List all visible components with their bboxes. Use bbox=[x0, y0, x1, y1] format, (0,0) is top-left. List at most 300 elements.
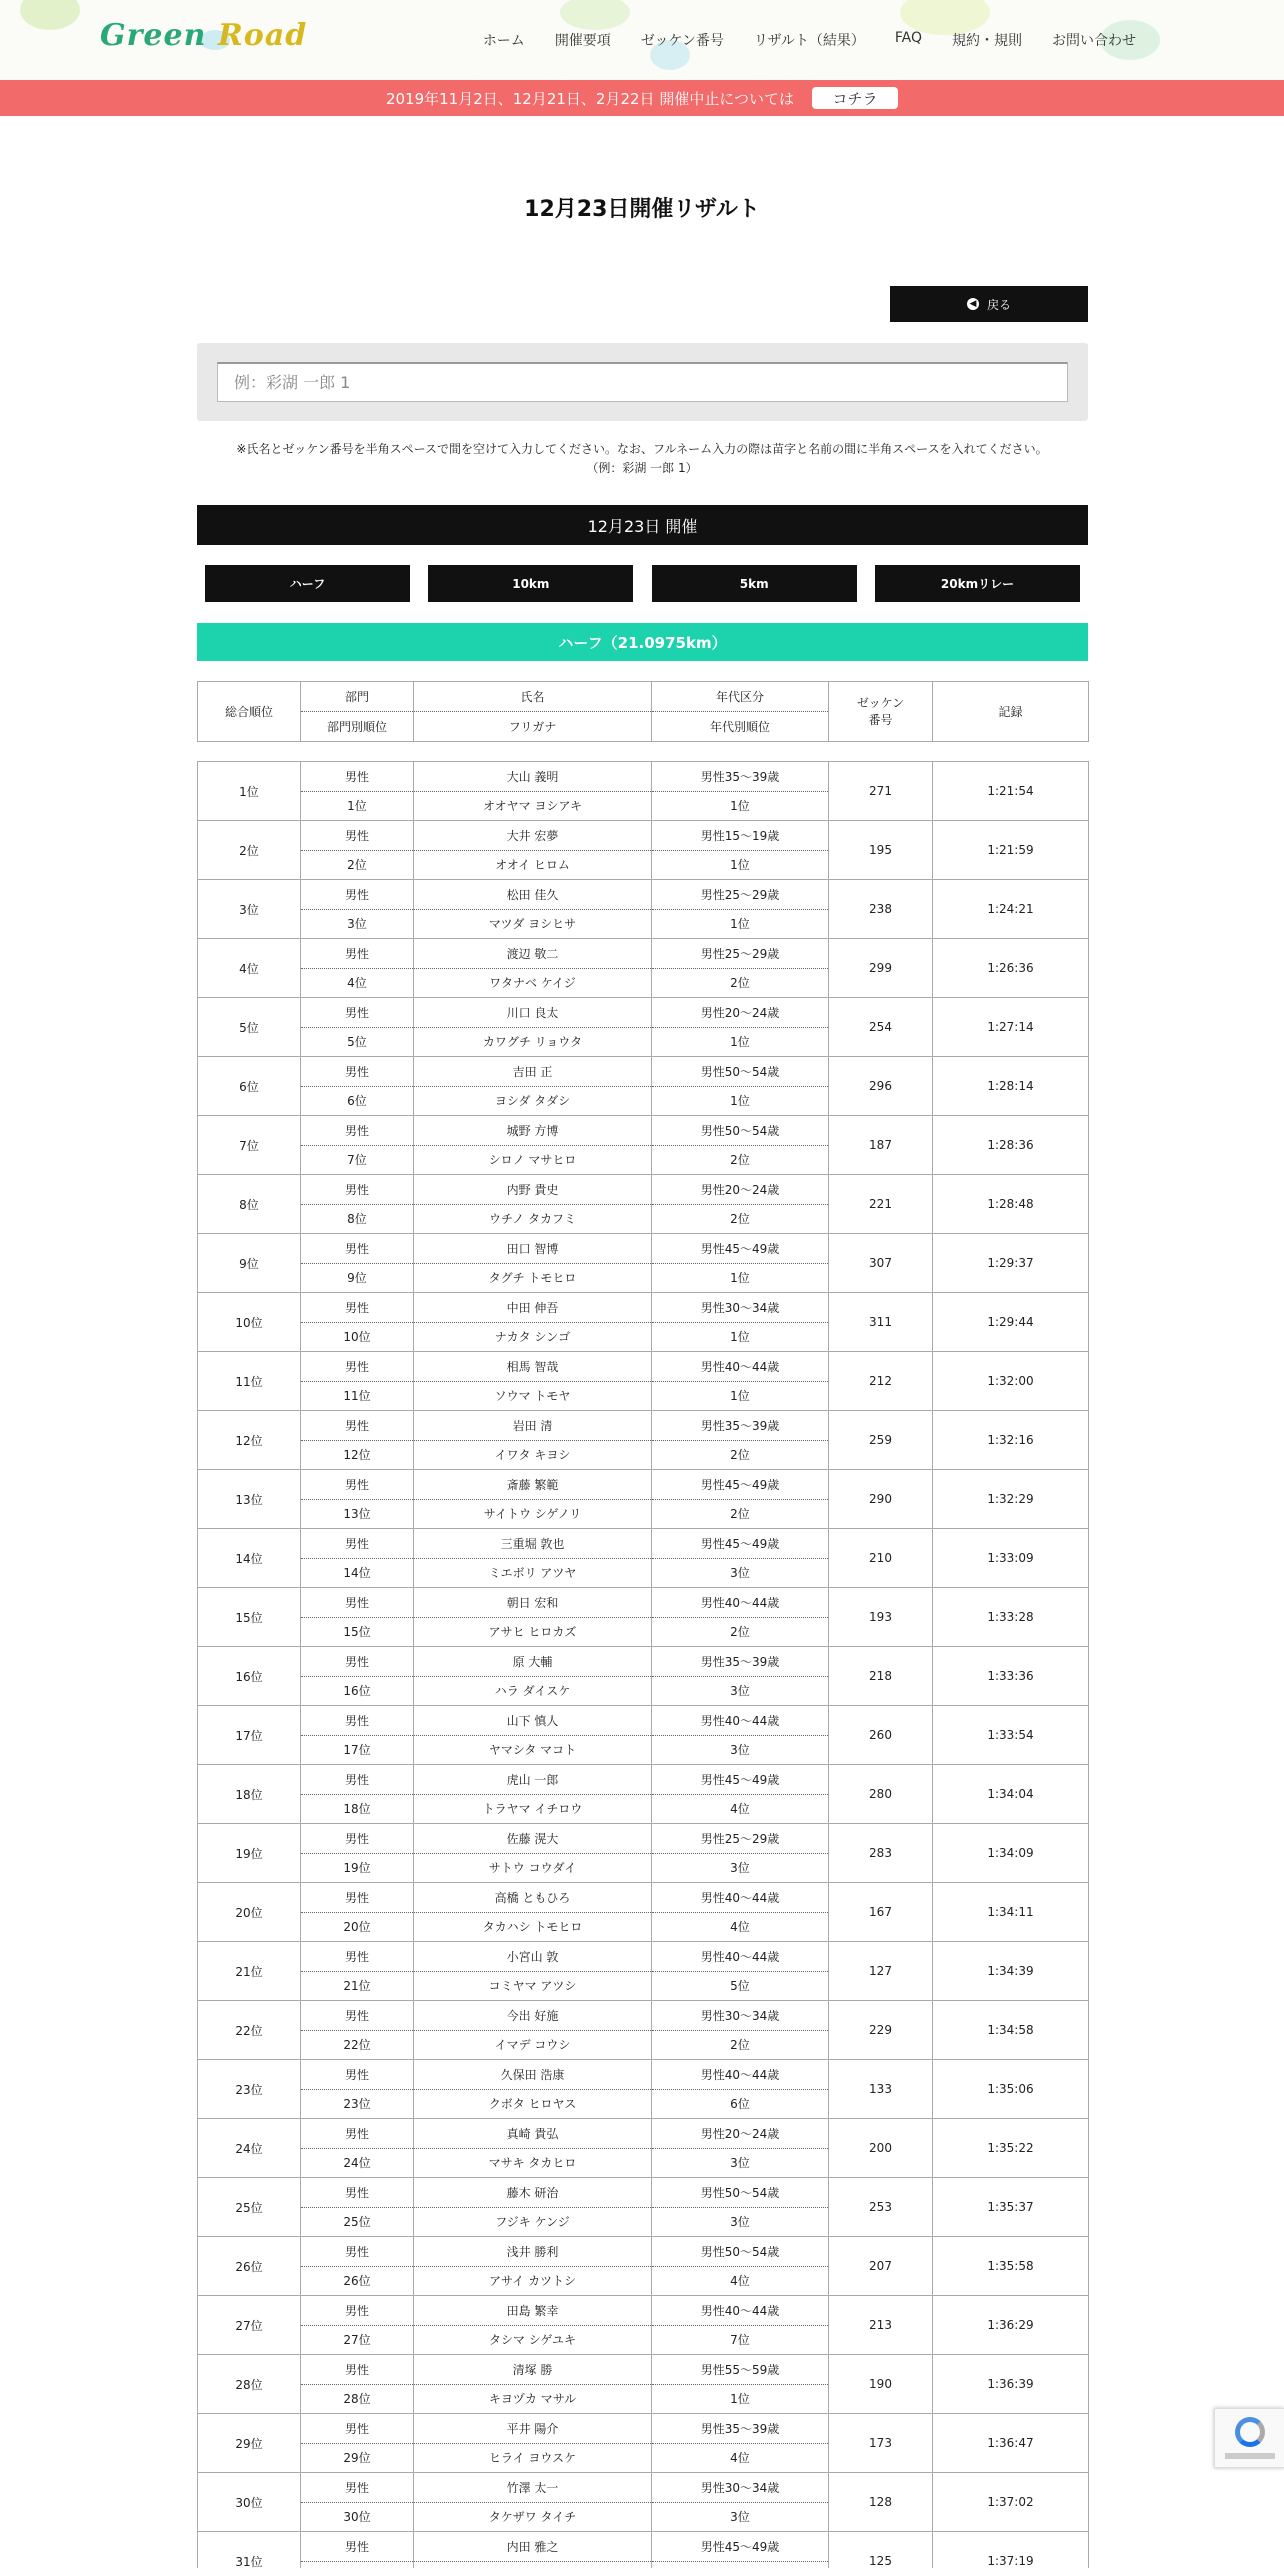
record-time: 1:35:06 bbox=[933, 2060, 1089, 2119]
tab-20km-relay[interactable]: 20kmリレー bbox=[875, 565, 1080, 602]
bib-number: 195 bbox=[829, 821, 933, 880]
nav-guidelines[interactable]: 開催要項 bbox=[554, 33, 611, 49]
division: 男性 bbox=[301, 2473, 414, 2503]
decorative-splash bbox=[560, 0, 630, 30]
bib-number: 290 bbox=[829, 1470, 933, 1529]
bib-number: 207 bbox=[829, 2237, 933, 2296]
overall-rank: 15位 bbox=[198, 1588, 301, 1647]
record-time: 1:37:19 bbox=[933, 2532, 1089, 2568]
age-group: 男性40～44歳 bbox=[652, 2296, 829, 2326]
division-rank bbox=[301, 2561, 414, 2568]
table-row bbox=[198, 1942, 1089, 1972]
division-rank: 4位 bbox=[301, 968, 414, 998]
table-row bbox=[198, 2178, 1089, 2208]
age-group: 男性40～44歳 bbox=[652, 1942, 829, 1972]
search-instructions: ※氏名とゼッケン番号を半角スペースで間を空けて入力してください。なお、フルネーム入力の際は苗字と名前の間に半角スペースを入れてください。 （例：彩湖 一郎 1） bbox=[236, 442, 1048, 475]
overall-rank: 31位 bbox=[198, 2532, 301, 2568]
age-rank: 6位 bbox=[652, 2089, 829, 2119]
site-header bbox=[0, 0, 1284, 80]
division-rank: 1位 bbox=[301, 791, 414, 821]
division: 男性 bbox=[301, 762, 414, 792]
bib-number: 280 bbox=[829, 1765, 933, 1824]
age-rank: 2位 bbox=[652, 1204, 829, 1234]
age-rank: 7位 bbox=[652, 2325, 829, 2355]
division: 男性 bbox=[301, 1765, 414, 1795]
record-time: 1:32:00 bbox=[933, 1352, 1089, 1411]
age-group: 男性55～59歳 bbox=[652, 2355, 829, 2385]
table-row bbox=[198, 1765, 1089, 1795]
age-group: 男性35～39歳 bbox=[652, 1647, 829, 1677]
notice-text: 2019年11月2日、12月21日、2月22日 開催中止については bbox=[385, 89, 795, 108]
table-row bbox=[198, 2119, 1089, 2149]
runner-name: 川口 良太 bbox=[414, 998, 652, 1028]
division-rank: 16位 bbox=[301, 1676, 414, 1706]
division: 男性 bbox=[301, 2119, 414, 2149]
nav-rules[interactable]: 規約・規則 bbox=[952, 33, 1022, 49]
overall-rank: 11位 bbox=[198, 1352, 301, 1411]
record-time: 1:27:14 bbox=[933, 998, 1089, 1057]
header-overall-rank: 総合順位 bbox=[198, 682, 301, 742]
age-rank: 2位 bbox=[652, 1145, 829, 1175]
record-time: 1:33:09 bbox=[933, 1529, 1089, 1588]
age-group: 男性45～49歳 bbox=[652, 1470, 829, 1500]
record-time: 1:33:54 bbox=[933, 1706, 1089, 1765]
division-rank: 7位 bbox=[301, 1145, 414, 1175]
age-rank: 1位 bbox=[652, 1381, 829, 1411]
division: 男性 bbox=[301, 1057, 414, 1087]
table-row bbox=[198, 1293, 1089, 1323]
runner-name: 高橋 ともひろ bbox=[414, 1883, 652, 1913]
runner-furigana: ヨシダ タダシ bbox=[414, 1086, 652, 1116]
age-rank: 1位 bbox=[652, 1086, 829, 1116]
age-rank: 1位 bbox=[652, 2384, 829, 2414]
age-group: 男性30～34歳 bbox=[652, 1293, 829, 1323]
recaptcha-icon bbox=[1235, 2417, 1265, 2447]
age-group: 男性50～54歳 bbox=[652, 1057, 829, 1087]
runner-name: 小宮山 敦 bbox=[414, 1942, 652, 1972]
runner-furigana: マツダ ヨシヒサ bbox=[414, 909, 652, 939]
overall-rank: 7位 bbox=[198, 1116, 301, 1175]
age-rank: 3位 bbox=[652, 1735, 829, 1765]
runner-furigana: コミヤマ アツシ bbox=[414, 1971, 652, 2001]
division: 男性 bbox=[301, 939, 414, 969]
record-time: 1:32:29 bbox=[933, 1470, 1089, 1529]
table-row bbox=[198, 939, 1089, 969]
table-row bbox=[198, 1470, 1089, 1500]
division: 男性 bbox=[301, 1706, 414, 1736]
table-row bbox=[198, 1234, 1089, 1264]
search-panel bbox=[197, 343, 1088, 421]
age-group: 男性50～54歳 bbox=[652, 2237, 829, 2267]
age-group: 男性20～24歳 bbox=[652, 998, 829, 1028]
runner-name: 原 大輔 bbox=[414, 1647, 652, 1677]
runner-furigana: ヤマシタ マコト bbox=[414, 1735, 652, 1765]
runner-furigana: タカハシ トモヒロ bbox=[414, 1912, 652, 1942]
age-group: 男性25～29歳 bbox=[652, 880, 829, 910]
table-row bbox=[198, 821, 1089, 851]
age-group: 男性40～44歳 bbox=[652, 1588, 829, 1618]
age-rank: 2位 bbox=[652, 1617, 829, 1647]
table-row bbox=[198, 2532, 1089, 2562]
record-time: 1:37:02 bbox=[933, 2473, 1089, 2532]
bib-number: 229 bbox=[829, 2001, 933, 2060]
bib-number: 307 bbox=[829, 1234, 933, 1293]
runner-furigana: サトウ コウダイ bbox=[414, 1853, 652, 1883]
section-title: ハーフ（21.0975km） bbox=[197, 623, 1088, 661]
age-rank: 4位 bbox=[652, 2443, 829, 2473]
nav-faq[interactable]: FAQ bbox=[894, 30, 922, 46]
division-rank: 21位 bbox=[301, 1971, 414, 2001]
bib-number: 253 bbox=[829, 2178, 933, 2237]
table-row bbox=[198, 2414, 1089, 2444]
table-row bbox=[198, 2237, 1089, 2267]
bib-number: 127 bbox=[829, 1942, 933, 2001]
event-date-bar: 12月23日 開催 bbox=[197, 505, 1088, 545]
header-age-group: 年代区分 bbox=[652, 682, 829, 712]
division-rank: 3位 bbox=[301, 909, 414, 939]
record-time: 1:28:14 bbox=[933, 1057, 1089, 1116]
runner-furigana: シロノ マサヒロ bbox=[414, 1145, 652, 1175]
division-rank: 23位 bbox=[301, 2089, 414, 2119]
division-rank: 12位 bbox=[301, 1440, 414, 1470]
record-time: 1:32:16 bbox=[933, 1411, 1089, 1470]
runner-furigana: サイトウ シゲノリ bbox=[414, 1499, 652, 1529]
record-time: 1:36:39 bbox=[933, 2355, 1089, 2414]
tab-5km[interactable]: 5km bbox=[652, 565, 857, 602]
search-input[interactable] bbox=[217, 362, 1068, 402]
recaptcha-badge[interactable] bbox=[1214, 2408, 1284, 2468]
division: 男性 bbox=[301, 1588, 414, 1618]
runner-name: 竹澤 太一 bbox=[414, 2473, 652, 2503]
overall-rank: 26位 bbox=[198, 2237, 301, 2296]
notice-link-button[interactable]: コチラ bbox=[812, 87, 898, 109]
runner-name: 内野 貴史 bbox=[414, 1175, 652, 1205]
age-group: 男性40～44歳 bbox=[652, 2060, 829, 2090]
division: 男性 bbox=[301, 1647, 414, 1677]
runner-furigana: タグチ トモヒロ bbox=[414, 1263, 652, 1293]
division-rank: 11位 bbox=[301, 1381, 414, 1411]
age-rank: 1位 bbox=[652, 1027, 829, 1057]
recaptcha-privacy-text bbox=[1225, 2453, 1275, 2459]
division: 男性 bbox=[301, 1175, 414, 1205]
runner-furigana: マサキ タカヒロ bbox=[414, 2148, 652, 2178]
runner-name: 岩田 清 bbox=[414, 1411, 652, 1441]
division: 男性 bbox=[301, 998, 414, 1028]
age-group: 男性30～34歳 bbox=[652, 2001, 829, 2031]
age-group: 男性35～39歳 bbox=[652, 1411, 829, 1441]
results-header-table bbox=[197, 681, 1089, 742]
division: 男性 bbox=[301, 2001, 414, 2031]
age-rank: 2位 bbox=[652, 1499, 829, 1529]
overall-rank: 23位 bbox=[198, 2060, 301, 2119]
age-group: 男性45～49歳 bbox=[652, 1529, 829, 1559]
division: 男性 bbox=[301, 2237, 414, 2267]
record-time: 1:34:58 bbox=[933, 2001, 1089, 2060]
age-rank: 2位 bbox=[652, 1440, 829, 1470]
main-nav bbox=[453, 30, 1136, 50]
runner-name: 佐藤 滉大 bbox=[414, 1824, 652, 1854]
runner-name: 朝日 宏和 bbox=[414, 1588, 652, 1618]
header-name: 氏名 bbox=[414, 682, 652, 712]
overall-rank: 5位 bbox=[198, 998, 301, 1057]
age-rank: 1位 bbox=[652, 1263, 829, 1293]
record-time: 1:33:36 bbox=[933, 1647, 1089, 1706]
record-time: 1:34:39 bbox=[933, 1942, 1089, 2001]
division-rank: 8位 bbox=[301, 1204, 414, 1234]
tab-half[interactable]: ハーフ bbox=[205, 565, 410, 602]
division-rank: 2位 bbox=[301, 850, 414, 880]
overall-rank: 10位 bbox=[198, 1293, 301, 1352]
division-rank: 15位 bbox=[301, 1617, 414, 1647]
division-rank: 10位 bbox=[301, 1322, 414, 1352]
division: 男性 bbox=[301, 2532, 414, 2562]
runner-furigana: アサヒ ヒロカズ bbox=[414, 1617, 652, 1647]
age-group: 男性35～39歳 bbox=[652, 2414, 829, 2444]
table-row bbox=[198, 2060, 1089, 2090]
record-time: 1:26:36 bbox=[933, 939, 1089, 998]
bib-number: 283 bbox=[829, 1824, 933, 1883]
runner-furigana: フジキ ケンジ bbox=[414, 2207, 652, 2237]
runner-name: 渡辺 敬二 bbox=[414, 939, 652, 969]
runner-furigana: ヒライ ヨウスケ bbox=[414, 2443, 652, 2473]
bib-number: 311 bbox=[829, 1293, 933, 1352]
runner-name: 内田 雅之 bbox=[414, 2532, 652, 2562]
bib-number: 193 bbox=[829, 1588, 933, 1647]
overall-rank: 13位 bbox=[198, 1470, 301, 1529]
age-group: 男性30～34歳 bbox=[652, 2473, 829, 2503]
overall-rank: 27位 bbox=[198, 2296, 301, 2355]
runner-furigana: ワタナベ ケイジ bbox=[414, 968, 652, 998]
overall-rank: 3位 bbox=[198, 880, 301, 939]
division-rank: 6位 bbox=[301, 1086, 414, 1116]
table-row bbox=[198, 998, 1089, 1028]
table-row bbox=[198, 2001, 1089, 2031]
division-rank: 18位 bbox=[301, 1794, 414, 1824]
age-group: 男性45～49歳 bbox=[652, 1234, 829, 1264]
cancellation-notice bbox=[0, 80, 1284, 116]
decorative-splash bbox=[20, 0, 80, 30]
runner-furigana: ミエボリ アツヤ bbox=[414, 1558, 652, 1588]
runner-name: 田口 智博 bbox=[414, 1234, 652, 1264]
overall-rank: 18位 bbox=[198, 1765, 301, 1824]
overall-rank: 1位 bbox=[198, 762, 301, 821]
age-rank: 4位 bbox=[652, 2266, 829, 2296]
age-rank: 3位 bbox=[652, 1676, 829, 1706]
record-time: 1:28:48 bbox=[933, 1175, 1089, 1234]
table-row bbox=[198, 1883, 1089, 1913]
record-time: 1:29:37 bbox=[933, 1234, 1089, 1293]
division: 男性 bbox=[301, 1942, 414, 1972]
runner-furigana: ハラ ダイスケ bbox=[414, 1676, 652, 1706]
record-time: 1:35:22 bbox=[933, 2119, 1089, 2178]
bib-number: 260 bbox=[829, 1706, 933, 1765]
overall-rank: 8位 bbox=[198, 1175, 301, 1234]
runner-name: 浅井 勝利 bbox=[414, 2237, 652, 2267]
bib-number: 259 bbox=[829, 1411, 933, 1470]
age-rank: 4位 bbox=[652, 1912, 829, 1942]
division-rank: 27位 bbox=[301, 2325, 414, 2355]
runner-name: 相馬 智哉 bbox=[414, 1352, 652, 1382]
runner-furigana: オオイ ヒロム bbox=[414, 850, 652, 880]
bib-number: 125 bbox=[829, 2532, 933, 2568]
division-rank: 22位 bbox=[301, 2030, 414, 2060]
division-rank: 24位 bbox=[301, 2148, 414, 2178]
record-time: 1:34:04 bbox=[933, 1765, 1089, 1824]
age-group: 男性25～29歳 bbox=[652, 1824, 829, 1854]
runner-furigana: イワタ キヨシ bbox=[414, 1440, 652, 1470]
runner-furigana: トラヤマ イチロウ bbox=[414, 1794, 652, 1824]
site-logo[interactable]: Green Road bbox=[100, 18, 308, 53]
overall-rank: 12位 bbox=[198, 1411, 301, 1470]
bib-number: 299 bbox=[829, 939, 933, 998]
overall-rank: 17位 bbox=[198, 1706, 301, 1765]
bib-number: 190 bbox=[829, 2355, 933, 2414]
header-division: 部門 bbox=[301, 682, 414, 712]
runner-name: 平井 陽介 bbox=[414, 2414, 652, 2444]
division: 男性 bbox=[301, 821, 414, 851]
record-time: 1:35:58 bbox=[933, 2237, 1089, 2296]
division: 男性 bbox=[301, 1529, 414, 1559]
age-group: 男性20～24歳 bbox=[652, 1175, 829, 1205]
age-rank: 3位 bbox=[652, 2148, 829, 2178]
division: 男性 bbox=[301, 1116, 414, 1146]
division: 男性 bbox=[301, 880, 414, 910]
runner-name: 城野 方博 bbox=[414, 1116, 652, 1146]
table-row bbox=[198, 1529, 1089, 1559]
division-rank: 25位 bbox=[301, 2207, 414, 2237]
age-group: 男性40～44歳 bbox=[652, 1352, 829, 1382]
back-button[interactable] bbox=[890, 286, 1088, 322]
division-rank: 28位 bbox=[301, 2384, 414, 2414]
runner-furigana: タシマ シゲユキ bbox=[414, 2325, 652, 2355]
runner-furigana: クボタ ヒロヤス bbox=[414, 2089, 652, 2119]
nav-contact[interactable]: お問い合わせ bbox=[1052, 33, 1136, 49]
age-group: 男性25～29歳 bbox=[652, 939, 829, 969]
nav-bib-number[interactable]: ゼッケン番号 bbox=[640, 33, 724, 49]
table-row bbox=[198, 1352, 1089, 1382]
overall-rank: 16位 bbox=[198, 1647, 301, 1706]
runner-furigana: アサイ カツトシ bbox=[414, 2266, 652, 2296]
age-rank: 5位 bbox=[652, 1971, 829, 2001]
table-row bbox=[198, 2296, 1089, 2326]
bib-number: 238 bbox=[829, 880, 933, 939]
division: 男性 bbox=[301, 1883, 414, 1913]
runner-name: 三重堀 敦也 bbox=[414, 1529, 652, 1559]
age-group: 男性45～49歳 bbox=[652, 1765, 829, 1795]
division: 男性 bbox=[301, 2178, 414, 2208]
runner-furigana: イマデ コウシ bbox=[414, 2030, 652, 2060]
record-time: 1:21:59 bbox=[933, 821, 1089, 880]
division: 男性 bbox=[301, 1293, 414, 1323]
overall-rank: 29位 bbox=[198, 2414, 301, 2473]
division: 男性 bbox=[301, 2060, 414, 2090]
table-row bbox=[198, 2473, 1089, 2503]
nav-results[interactable]: リザルト（結果） bbox=[753, 33, 865, 49]
overall-rank: 9位 bbox=[198, 1234, 301, 1293]
runner-name: 真崎 貴弘 bbox=[414, 2119, 652, 2149]
record-time: 1:28:36 bbox=[933, 1116, 1089, 1175]
table-row bbox=[198, 1411, 1089, 1441]
bib-number: 221 bbox=[829, 1175, 933, 1234]
division-rank: 20位 bbox=[301, 1912, 414, 1942]
division-rank: 26位 bbox=[301, 2266, 414, 2296]
header-furigana: フリガナ bbox=[414, 712, 652, 742]
runner-furigana: ナカタ シンゴ bbox=[414, 1322, 652, 1352]
overall-rank: 28位 bbox=[198, 2355, 301, 2414]
runner-name: 山下 慎人 bbox=[414, 1706, 652, 1736]
runner-furigana: タケザワ タイチ bbox=[414, 2502, 652, 2532]
age-rank: 1位 bbox=[652, 850, 829, 880]
nav-home[interactable]: ホーム bbox=[482, 33, 525, 49]
table-row bbox=[198, 1175, 1089, 1205]
results-table bbox=[197, 761, 1089, 2568]
bib-number: 167 bbox=[829, 1883, 933, 1942]
tab-10km[interactable]: 10km bbox=[428, 565, 633, 602]
table-row bbox=[198, 1647, 1089, 1677]
overall-rank: 22位 bbox=[198, 2001, 301, 2060]
bib-number: 128 bbox=[829, 2473, 933, 2532]
bib-number: 210 bbox=[829, 1529, 933, 1588]
table-row bbox=[198, 880, 1089, 910]
division: 男性 bbox=[301, 1234, 414, 1264]
division-rank: 9位 bbox=[301, 1263, 414, 1293]
age-group: 男性40～44歳 bbox=[652, 1883, 829, 1913]
overall-rank: 19位 bbox=[198, 1824, 301, 1883]
age-group: 男性45～49歳 bbox=[652, 2532, 829, 2562]
age-rank: 2位 bbox=[652, 968, 829, 998]
age-group: 男性35～39歳 bbox=[652, 762, 829, 792]
age-group: 男性15～19歳 bbox=[652, 821, 829, 851]
bib-number: 133 bbox=[829, 2060, 933, 2119]
record-time: 1:34:11 bbox=[933, 1883, 1089, 1942]
back-arrow-icon: ◀ bbox=[967, 298, 979, 310]
table-row bbox=[198, 1706, 1089, 1736]
bib-number: 187 bbox=[829, 1116, 933, 1175]
overall-rank: 30位 bbox=[198, 2473, 301, 2532]
overall-rank: 14位 bbox=[198, 1529, 301, 1588]
overall-rank: 25位 bbox=[198, 2178, 301, 2237]
bib-number: 200 bbox=[829, 2119, 933, 2178]
runner-name: 藤木 研治 bbox=[414, 2178, 652, 2208]
age-rank: 2位 bbox=[652, 2030, 829, 2060]
age-rank: 1位 bbox=[652, 791, 829, 821]
bib-number: 254 bbox=[829, 998, 933, 1057]
division: 男性 bbox=[301, 2414, 414, 2444]
record-time: 1:34:09 bbox=[933, 1824, 1089, 1883]
division-rank: 14位 bbox=[301, 1558, 414, 1588]
runner-name: 田島 繁幸 bbox=[414, 2296, 652, 2326]
record-time: 1:36:47 bbox=[933, 2414, 1089, 2473]
age-rank: 4位 bbox=[652, 1794, 829, 1824]
runner-furigana: キヨヅカ マサル bbox=[414, 2384, 652, 2414]
runner-name: 中田 伸吾 bbox=[414, 1293, 652, 1323]
bib-number: 218 bbox=[829, 1647, 933, 1706]
header-bib: ゼッケン 番号 bbox=[829, 682, 933, 742]
table-row bbox=[198, 762, 1089, 792]
division-rank: 19位 bbox=[301, 1853, 414, 1883]
overall-rank: 4位 bbox=[198, 939, 301, 998]
runner-name: 久保田 浩康 bbox=[414, 2060, 652, 2090]
header-division-rank: 部門別順位 bbox=[301, 712, 414, 742]
runner-name: 虎山 一郎 bbox=[414, 1765, 652, 1795]
record-time: 1:33:28 bbox=[933, 1588, 1089, 1647]
division-rank: 29位 bbox=[301, 2443, 414, 2473]
division: 男性 bbox=[301, 2296, 414, 2326]
runner-name: 大井 宏夢 bbox=[414, 821, 652, 851]
runner-name: 松田 佳久 bbox=[414, 880, 652, 910]
record-time: 1:21:54 bbox=[933, 762, 1089, 821]
age-rank: 1位 bbox=[652, 909, 829, 939]
